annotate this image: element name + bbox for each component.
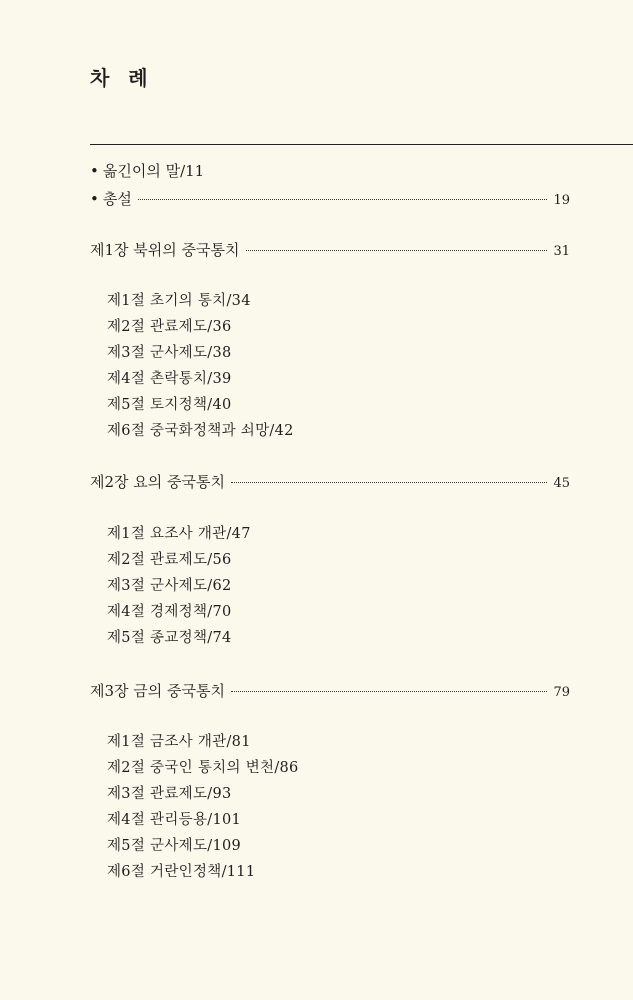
chapter-label: 제3장 금의 중국통치: [90, 682, 226, 700]
dot-leader: [231, 691, 547, 692]
section-entry: 제4절 경제정책/70: [107, 604, 232, 620]
section-entry: 제2절 관료제도/56: [107, 552, 232, 568]
section-entry: 제6절 거란인정책/111: [107, 864, 256, 880]
chapter-2-heading: [90, 472, 570, 494]
page-title: 차 례: [90, 66, 154, 90]
page-number: 45: [553, 476, 570, 491]
chapter-3-heading: [90, 681, 570, 703]
section-entry: 제3절 군사제도/38: [107, 345, 232, 361]
chapter-1-heading: [90, 240, 570, 262]
bullet-icon: •: [90, 162, 99, 180]
toc-entry-label: 옮긴이의 말/11: [102, 162, 205, 180]
dot-leader: [138, 199, 548, 200]
toc-entry-overview: [90, 189, 570, 211]
page-number: 79: [553, 685, 570, 700]
section-entry: 제1절 초기의 통치/34: [107, 293, 251, 309]
bullet-icon: •: [90, 190, 99, 208]
section-entry: 제4절 촌락통치/39: [107, 371, 232, 387]
section-entry: 제5절 군사제도/109: [107, 838, 242, 854]
section-entry: 제1절 금조사 개관/81: [107, 734, 251, 750]
section-entry: 제4절 관리등용/101: [107, 812, 242, 828]
section-entry: 제3절 관료제도/93: [107, 786, 232, 802]
section-entry: 제5절 토지정책/40: [107, 397, 232, 413]
title-divider: [90, 144, 633, 145]
page-number: 31: [553, 244, 570, 259]
section-entry: 제2절 관료제도/36: [107, 319, 232, 335]
chapter-label: 제1장 북위의 중국통치: [90, 241, 240, 259]
dot-leader: [246, 250, 548, 251]
section-entry: 제5절 종교정책/74: [107, 630, 232, 646]
section-entry: 제1절 요조사 개관/47: [107, 526, 251, 542]
section-entry: 제3절 군사제도/62: [107, 578, 232, 594]
section-entry: 제2절 중국인 통치의 변천/86: [107, 760, 299, 776]
chapter-label: 제2장 요의 중국통치: [90, 473, 226, 491]
toc-entry-label: 총설: [102, 190, 132, 208]
page-number: 19: [553, 193, 570, 208]
dot-leader: [231, 482, 547, 483]
toc-entry-translator-note: [90, 161, 570, 181]
section-entry: 제6절 중국화정책과 쇠망/42: [107, 423, 294, 439]
